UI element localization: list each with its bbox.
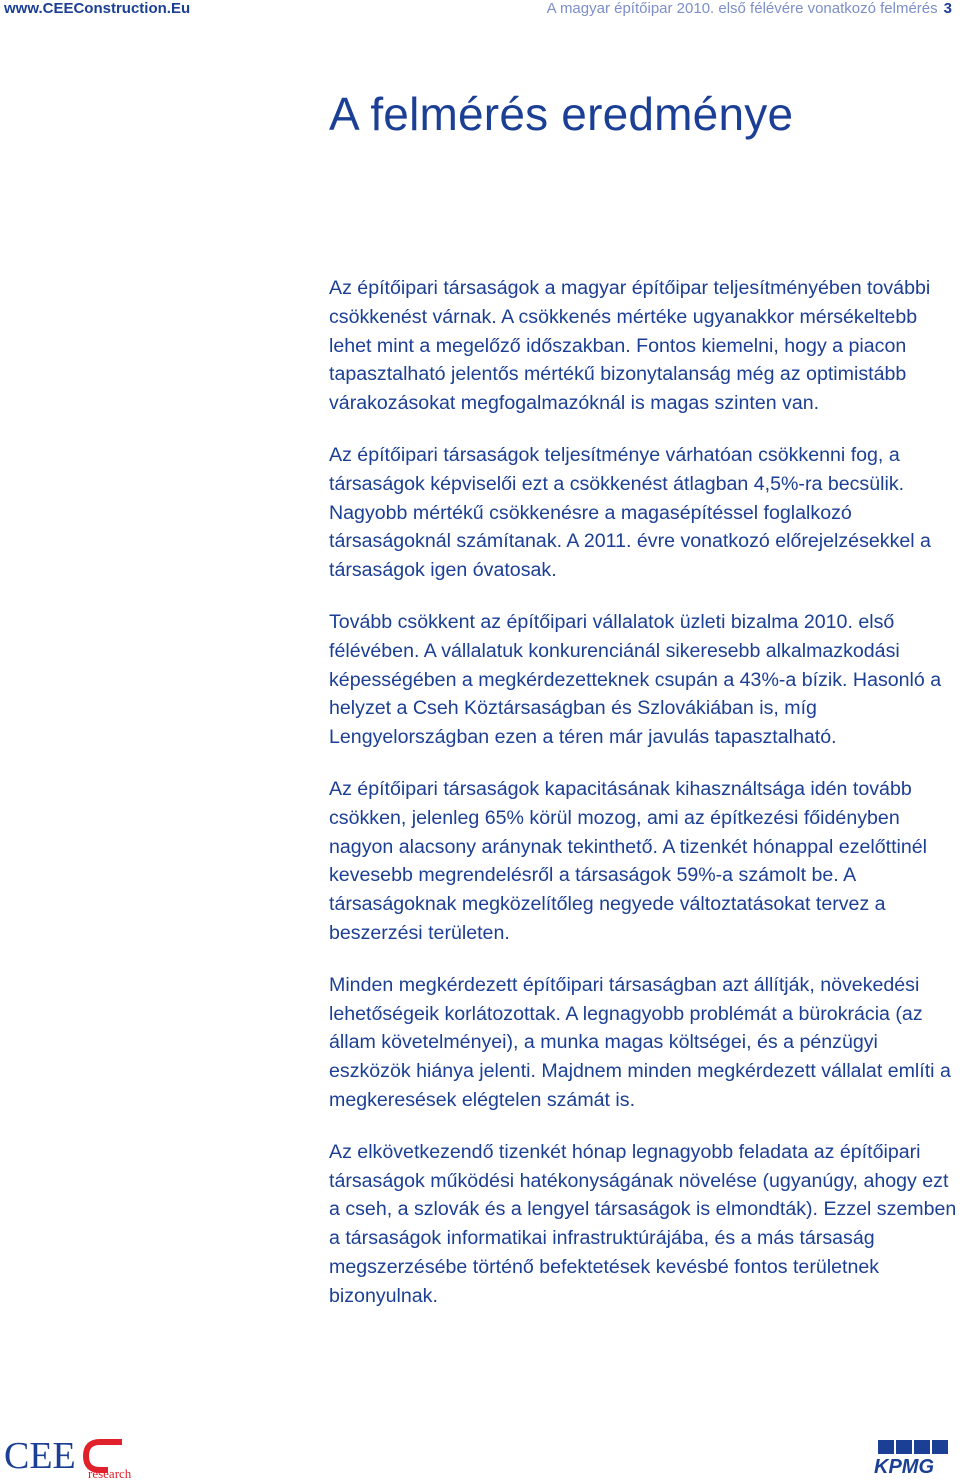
site-link[interactable]: www.CEEConstruction.Eu (4, 0, 191, 17)
cee-logo-text: CEE (4, 1435, 76, 1477)
paragraph-1: Az építőipari társaságok a magyar építőipar teljesítményében további csökkenést várnak. A csökkenés mértéke ugyanakkor mérsékeltebb lehet mint a megelőző időszakban. Fontos kiemelni, hogy a piacon tapasztalható jelentős mértékű bizonytalanság még az optimistább várakozásokat megfogalmazóknál is magas szinten van. (329, 277, 931, 415)
document-title: A magyar építőipar 2010. első félévére vonatkozó felmérés (546, 0, 938, 17)
kpmg-box-icon (878, 1440, 894, 1454)
paragraph-3: Tovább csökkent az építőipari vállalatok üzleti bizalma 2010. első félévében. A vállalatuk konkurenciánál sikeresebb alkalmazkodási képességében a megkérdezetteknek csupán a 43%-a bízik. Hasonló a helyzet a Cseh Köztársaságban és Szlovákiában is, míg Lengyelországban ezen a téren már javulás tapasztalható. (329, 610, 942, 749)
paragraph-6: Az elkövetkezendő tizenkét hónap legnagyobb feladata az építőipari társaságok működési hatékonyságának növelése (ugyanúgy, ahogy ezt a cseh, a szlovák és a lengyel társaságok is elmondták). Ezzel szemben a társaságok informatikai infrastruktúrájába, és a más társaság megszerzésébe történő befektetések kevésbé fontos területnek bizonyulnak. (329, 1140, 957, 1307)
cee-logo-sub: research (88, 1466, 132, 1480)
kpmg-box-icon (914, 1440, 930, 1454)
paragraph-5: Minden megkérdezett építőipari társaságban azt állítják, növekedési lehetőségeik korlátozottak. A legnagyobb problémát a bürokrácia (az állam követelményei), a munka magas költségei, és a pénzügyi eszközök hiánya jelenti. Majdnem minden megkérdezett vállalat említi a megkeresések elégtelen számát is. (329, 973, 951, 1111)
body-text (329, 274, 957, 1334)
kpmg-logo-text: KPMG (874, 1456, 934, 1474)
page-title: A felmérés eredménye (329, 88, 794, 140)
kpmg-box-icon (896, 1440, 912, 1454)
cee-research-logo (4, 1434, 144, 1480)
paragraph-2: Az építőipari társaságok teljesítménye várhatóan csökkenni fog, a társaságok képviselői ezt a csökkenést átlagban 4,5%-ra becsülik. Nagyobb mértékű csökkenésre a magasépítéssel foglalkozó társaságoknál számítanak. A 2011. évre vonatkozó előrejelzésekkel a társaságok igen óvatosak. (329, 443, 931, 582)
page-number: 3 (943, 0, 952, 17)
paragraph-4: Az építőipari társaságok kapacitásának kihasználtsága idén tovább csökken, jelenleg 65% körül mozog, ami az építkezési főidényben nagyon alacsony aránynak tekinthető. A tizenkét hónappal ezelőttinél kevesebb megrendelésről a társaságok 59%-a számolt be. A társaságoknak megközelítőleg negyede változtatásokat tervez a beszerzési területen. (329, 777, 928, 944)
kpmg-logo (872, 1440, 956, 1474)
running-header (547, 0, 952, 18)
kpmg-box-icon (932, 1440, 948, 1454)
